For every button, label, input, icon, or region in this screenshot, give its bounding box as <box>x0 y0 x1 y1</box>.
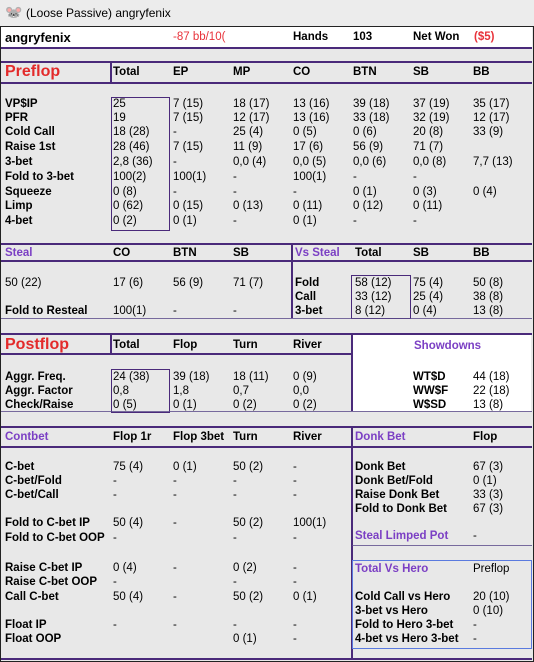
contbet-cell: - <box>113 532 117 544</box>
preflop-cell: 0 (13) <box>233 200 264 212</box>
steal-cell: 17 (6) <box>113 277 144 289</box>
preflop-cell: 28 (46) <box>113 141 150 153</box>
contbet-cell: - <box>233 619 237 631</box>
donk-row-label: Donk Bet/Fold <box>355 475 433 487</box>
contbet-cell: - <box>233 475 237 487</box>
showdown-value: 22 (18) <box>473 385 510 397</box>
contbet-cell: - <box>293 461 297 473</box>
vshero-row-label: 3-bet vs Hero <box>355 605 428 617</box>
preflop-col-header: BTN <box>353 66 377 78</box>
preflop-cell: - <box>233 186 237 198</box>
mouse-icon: 🐭 <box>5 4 23 20</box>
postflop-cell: 0,0 <box>293 385 309 397</box>
contbet-cell: - <box>233 576 237 588</box>
vshero-row-label: Fold to Hero 3-bet <box>355 619 454 631</box>
contbet-row-label: C-bet <box>5 461 35 473</box>
donk-cell: 67 (3) <box>473 503 504 515</box>
postflop-cell: 1,8 <box>173 385 189 397</box>
preflop-cell: 2,8 (36) <box>113 156 153 168</box>
postflop-cell: 0 (5) <box>113 399 137 411</box>
preflop-cell: 12 (17) <box>233 112 270 124</box>
contbet-row-label: Float IP <box>5 619 47 631</box>
vssteal-cell: 25 (4) <box>413 291 444 303</box>
postflop-cell: 0 (2) <box>233 399 257 411</box>
resteal-cell: - <box>173 305 177 317</box>
postflop-cell: 24 (38) <box>113 371 150 383</box>
postflop-cell: 0 (1) <box>173 399 197 411</box>
preflop-cell: 0 (15) <box>173 200 204 212</box>
preflop-row-label: VP$IP <box>5 98 38 110</box>
preflop-cell: 0 (8) <box>113 186 137 198</box>
vshero-cell: - <box>473 633 477 645</box>
preflop-cell: 0 (6) <box>353 126 377 138</box>
contbet-cell: - <box>173 591 177 603</box>
postflop-title: Postflop <box>5 336 69 353</box>
preflop-cell: - <box>173 156 177 168</box>
contbet-cell: - <box>113 619 117 631</box>
preflop-cell: 0,0 (6) <box>353 156 387 168</box>
preflop-cell: 33 (9) <box>473 126 504 138</box>
postflop-row-label: Aggr. Factor <box>5 385 73 397</box>
preflop-cell: 32 (19) <box>413 112 450 124</box>
preflop-cell: - <box>233 171 237 183</box>
postflop-row-label: Aggr. Freq. <box>5 371 66 383</box>
contbet-row-label: Raise C-bet IP <box>5 562 83 574</box>
contbet-cell: - <box>293 475 297 487</box>
preflop-cell: 0 (1) <box>293 215 317 227</box>
vssteal-col-header: SB <box>413 247 429 259</box>
contbet-row-label: Fold to C-bet IP <box>5 517 90 529</box>
steal-total: 50 (22) <box>5 277 42 289</box>
postflop-col-header: River <box>293 339 322 351</box>
preflop-row-label: Squeeze <box>5 186 52 198</box>
preflop-cell: 18 (17) <box>233 98 270 110</box>
preflop-cell: - <box>413 171 417 183</box>
preflop-cell: 0 (12) <box>353 200 384 212</box>
vssteal-cell: 0 (4) <box>413 305 437 317</box>
vssteal-cell: 75 (4) <box>413 277 444 289</box>
preflop-cell: 71 (7) <box>413 141 444 153</box>
contbet-title: Contbet <box>5 431 49 443</box>
donk-row-label: Raise Donk Bet <box>355 489 440 501</box>
preflop-row-label: Limp <box>5 200 33 212</box>
preflop-cell: 7 (15) <box>173 141 204 153</box>
preflop-cell: 20 (8) <box>413 126 444 138</box>
vshero-row-label: 4-bet vs Hero 3-bet <box>355 633 459 645</box>
preflop-cell: 0 (62) <box>113 200 144 212</box>
contbet-cell: - <box>293 619 297 631</box>
preflop-cell: 100(1) <box>293 171 327 183</box>
contbet-col-header: Flop 1r <box>113 431 152 443</box>
preflop-cell: 56 (9) <box>353 141 384 153</box>
contbet-cell: 0 (1) <box>233 633 257 645</box>
contbet-cell: - <box>293 562 297 574</box>
contbet-cell: 100(1) <box>293 517 327 529</box>
player-name: angryfenix <box>5 30 71 45</box>
preflop-row-label: Fold to 3-bet <box>5 171 74 183</box>
postflop-row-label: Check/Raise <box>5 399 74 411</box>
preflop-cell: 19 <box>113 112 126 124</box>
contbet-cell: - <box>233 489 237 501</box>
contbet-cell: - <box>293 532 297 544</box>
contbet-cell: - <box>173 562 177 574</box>
postflop-col-header: Total <box>113 339 140 351</box>
steal-col-header: CO <box>113 247 131 259</box>
showdown-value: 44 (18) <box>473 371 510 383</box>
resteal-cell: 100(1) <box>113 305 147 317</box>
preflop-cell: 18 (28) <box>113 126 150 138</box>
vssteal-row-label: Fold <box>295 277 320 289</box>
preflop-cell: 13 (16) <box>293 98 330 110</box>
preflop-cell: 25 (4) <box>233 126 264 138</box>
vssteal-row-label: 3-bet <box>295 305 323 317</box>
steal-col-header: SB <box>233 247 249 259</box>
window-title: (Loose Passive) angryfenix <box>26 6 171 20</box>
vssteal-cell: 8 (12) <box>355 305 386 317</box>
preflop-cell: 0,0 (8) <box>413 156 447 168</box>
preflop-cell: 0,0 (4) <box>233 156 267 168</box>
preflop-cell: 0 (1) <box>353 186 377 198</box>
contbet-cell: 0 (1) <box>293 591 317 603</box>
preflop-cell: - <box>293 186 297 198</box>
donk-cell: 0 (1) <box>473 475 497 487</box>
preflop-cell: - <box>353 171 357 183</box>
preflop-row-label: Cold Call <box>5 126 55 138</box>
preflop-cell: 25 <box>113 98 126 110</box>
preflop-cell: - <box>233 215 237 227</box>
contbet-col-header: Turn <box>233 431 258 443</box>
preflop-col-header: SB <box>413 66 429 78</box>
steal-limped-value: - <box>473 530 477 542</box>
postflop-cell: 0,7 <box>233 385 249 397</box>
contbet-cell: 50 (2) <box>233 517 264 529</box>
contbet-cell: - <box>113 475 117 487</box>
preflop-cell: 0 (4) <box>473 186 497 198</box>
preflop-cell: 7 (15) <box>173 98 204 110</box>
vshero-cell: 20 (10) <box>473 591 510 603</box>
donkbet-title: Donk Bet <box>355 431 406 443</box>
preflop-cell: - <box>173 186 177 198</box>
vshero-col: Preflop <box>473 563 510 575</box>
resteal-cell: - <box>233 305 237 317</box>
contbet-cell: - <box>293 633 297 645</box>
contbet-cell: 50 (2) <box>233 461 264 473</box>
vssteal-col-header: Total <box>355 247 382 259</box>
donk-row-label: Donk Bet <box>355 461 406 473</box>
postflop-cell: 0 (2) <box>293 399 317 411</box>
contbet-cell: 0 (1) <box>173 461 197 473</box>
preflop-cell: - <box>413 215 417 227</box>
postflop-cell: 39 (18) <box>173 371 210 383</box>
preflop-cell: 17 (6) <box>293 141 324 153</box>
vshero-cell: - <box>473 619 477 631</box>
preflop-cell: 0 (11) <box>293 200 323 212</box>
bb100-value: -87 bb/10( <box>173 31 226 43</box>
preflop-cell: 0,0 (5) <box>293 156 327 168</box>
contbet-cell: - <box>173 489 177 501</box>
contbet-col-header: River <box>293 431 322 443</box>
contbet-cell: - <box>113 576 117 588</box>
contbet-cell: 0 (2) <box>233 562 257 574</box>
showdown-label: WT$D <box>413 371 446 383</box>
preflop-cell: 7 (15) <box>173 112 204 124</box>
vshero-cell: 0 (10) <box>473 605 504 617</box>
contbet-row-label: Call C-bet <box>5 591 59 603</box>
preflop-cell: 11 (9) <box>233 141 263 153</box>
preflop-cell: - <box>353 215 357 227</box>
vssteal-cell: 58 (12) <box>355 277 392 289</box>
contbet-cell: 75 (4) <box>113 461 144 473</box>
preflop-col-header: BB <box>473 66 490 78</box>
showdown-label: WW$F <box>413 385 449 397</box>
contbet-cell: - <box>173 475 177 487</box>
steal-cell: 71 (7) <box>233 277 264 289</box>
steal-cell: 56 (9) <box>173 277 204 289</box>
vssteal-cell: 13 (8) <box>473 305 504 317</box>
contbet-row-label: C-bet/Fold <box>5 475 62 487</box>
postflop-cell: 18 (11) <box>233 371 269 383</box>
vssteal-cell: 38 (8) <box>473 291 504 303</box>
preflop-col-header: CO <box>293 66 311 78</box>
vshero-row-label: Cold Call vs Hero <box>355 591 451 603</box>
preflop-cell: - <box>173 126 177 138</box>
steal-col-header: BTN <box>173 247 197 259</box>
preflop-cell: 37 (19) <box>413 98 450 110</box>
contbet-row-label: Fold to C-bet OOP <box>5 532 105 544</box>
donk-cell: 33 (3) <box>473 489 504 501</box>
postflop-col-header: Turn <box>233 339 258 351</box>
contbet-cell: - <box>173 517 177 529</box>
preflop-title: Preflop <box>5 63 61 80</box>
contbet-cell: - <box>113 489 117 501</box>
contbet-cell: - <box>293 576 297 588</box>
preflop-col-header: MP <box>233 66 251 78</box>
vssteal-col-header: BB <box>473 247 490 259</box>
netwon-value: ($5) <box>474 31 495 43</box>
contbet-row-label: Float OOP <box>5 633 62 645</box>
donk-row-label: Fold to Donk Bet <box>355 503 447 515</box>
title-bar[interactable] <box>0 0 534 26</box>
hands-label: Hands <box>293 31 329 43</box>
preflop-col-header: Total <box>113 66 140 78</box>
preflop-cell: 100(1) <box>173 171 207 183</box>
resteal-label: Fold to Resteal <box>5 305 88 317</box>
vssteal-cell: 33 (12) <box>355 291 392 303</box>
postflop-cell: 0,8 <box>113 385 129 397</box>
preflop-row-label: 4-bet <box>5 215 33 227</box>
contbet-row-label: C-bet/Call <box>5 489 59 501</box>
preflop-col-header: EP <box>173 66 189 78</box>
contbet-row-label: Raise C-bet OOP <box>5 576 98 588</box>
contbet-cell: - <box>293 489 297 501</box>
donkbet-col: Flop <box>473 431 498 443</box>
preflop-row-label: Raise 1st <box>5 141 56 153</box>
contbet-cell: 50 (4) <box>113 591 144 603</box>
vshero-title: Total Vs Hero <box>355 563 429 575</box>
preflop-cell: 0 (3) <box>413 186 437 198</box>
preflop-cell: 0 (2) <box>113 215 137 227</box>
contbet-cell: - <box>233 532 237 544</box>
vssteal-title: Vs Steal <box>295 247 340 259</box>
contbet-cell: 0 (4) <box>113 562 137 574</box>
preflop-cell: 35 (17) <box>473 98 510 110</box>
preflop-cell: 13 (16) <box>293 112 330 124</box>
preflop-cell: 12 (17) <box>473 112 510 124</box>
preflop-cell: 100(2) <box>113 171 147 183</box>
contbet-col-header: Flop 3bet <box>173 431 225 443</box>
vssteal-row-label: Call <box>295 291 317 303</box>
contbet-cell: 50 (2) <box>233 591 264 603</box>
preflop-cell: 0 (5) <box>293 126 317 138</box>
hands-value: 103 <box>353 31 373 43</box>
contbet-cell: - <box>173 619 177 631</box>
postflop-cell: 0 (9) <box>293 371 317 383</box>
preflop-row-label: PFR <box>5 112 28 124</box>
showdown-label: W$SD <box>413 399 447 411</box>
showdown-value: 13 (8) <box>473 399 504 411</box>
postflop-col-header: Flop <box>173 339 198 351</box>
donk-cell: 67 (3) <box>473 461 504 473</box>
preflop-row-label: 3-bet <box>5 156 33 168</box>
preflop-cell: 7,7 (13) <box>473 156 513 168</box>
showdowns-title: Showdowns <box>414 340 482 352</box>
preflop-cell: 33 (18) <box>353 112 390 124</box>
preflop-cell: 39 (18) <box>353 98 390 110</box>
steal-limped-label: Steal Limped Pot <box>355 530 449 542</box>
contbet-cell: 50 (4) <box>113 517 144 529</box>
netwon-label: Net Won <box>413 31 460 43</box>
vssteal-cell: 50 (8) <box>473 277 504 289</box>
preflop-cell: 0 (1) <box>173 215 197 227</box>
steal-title: Steal <box>5 247 33 259</box>
preflop-cell: 0 (11) <box>413 200 443 212</box>
